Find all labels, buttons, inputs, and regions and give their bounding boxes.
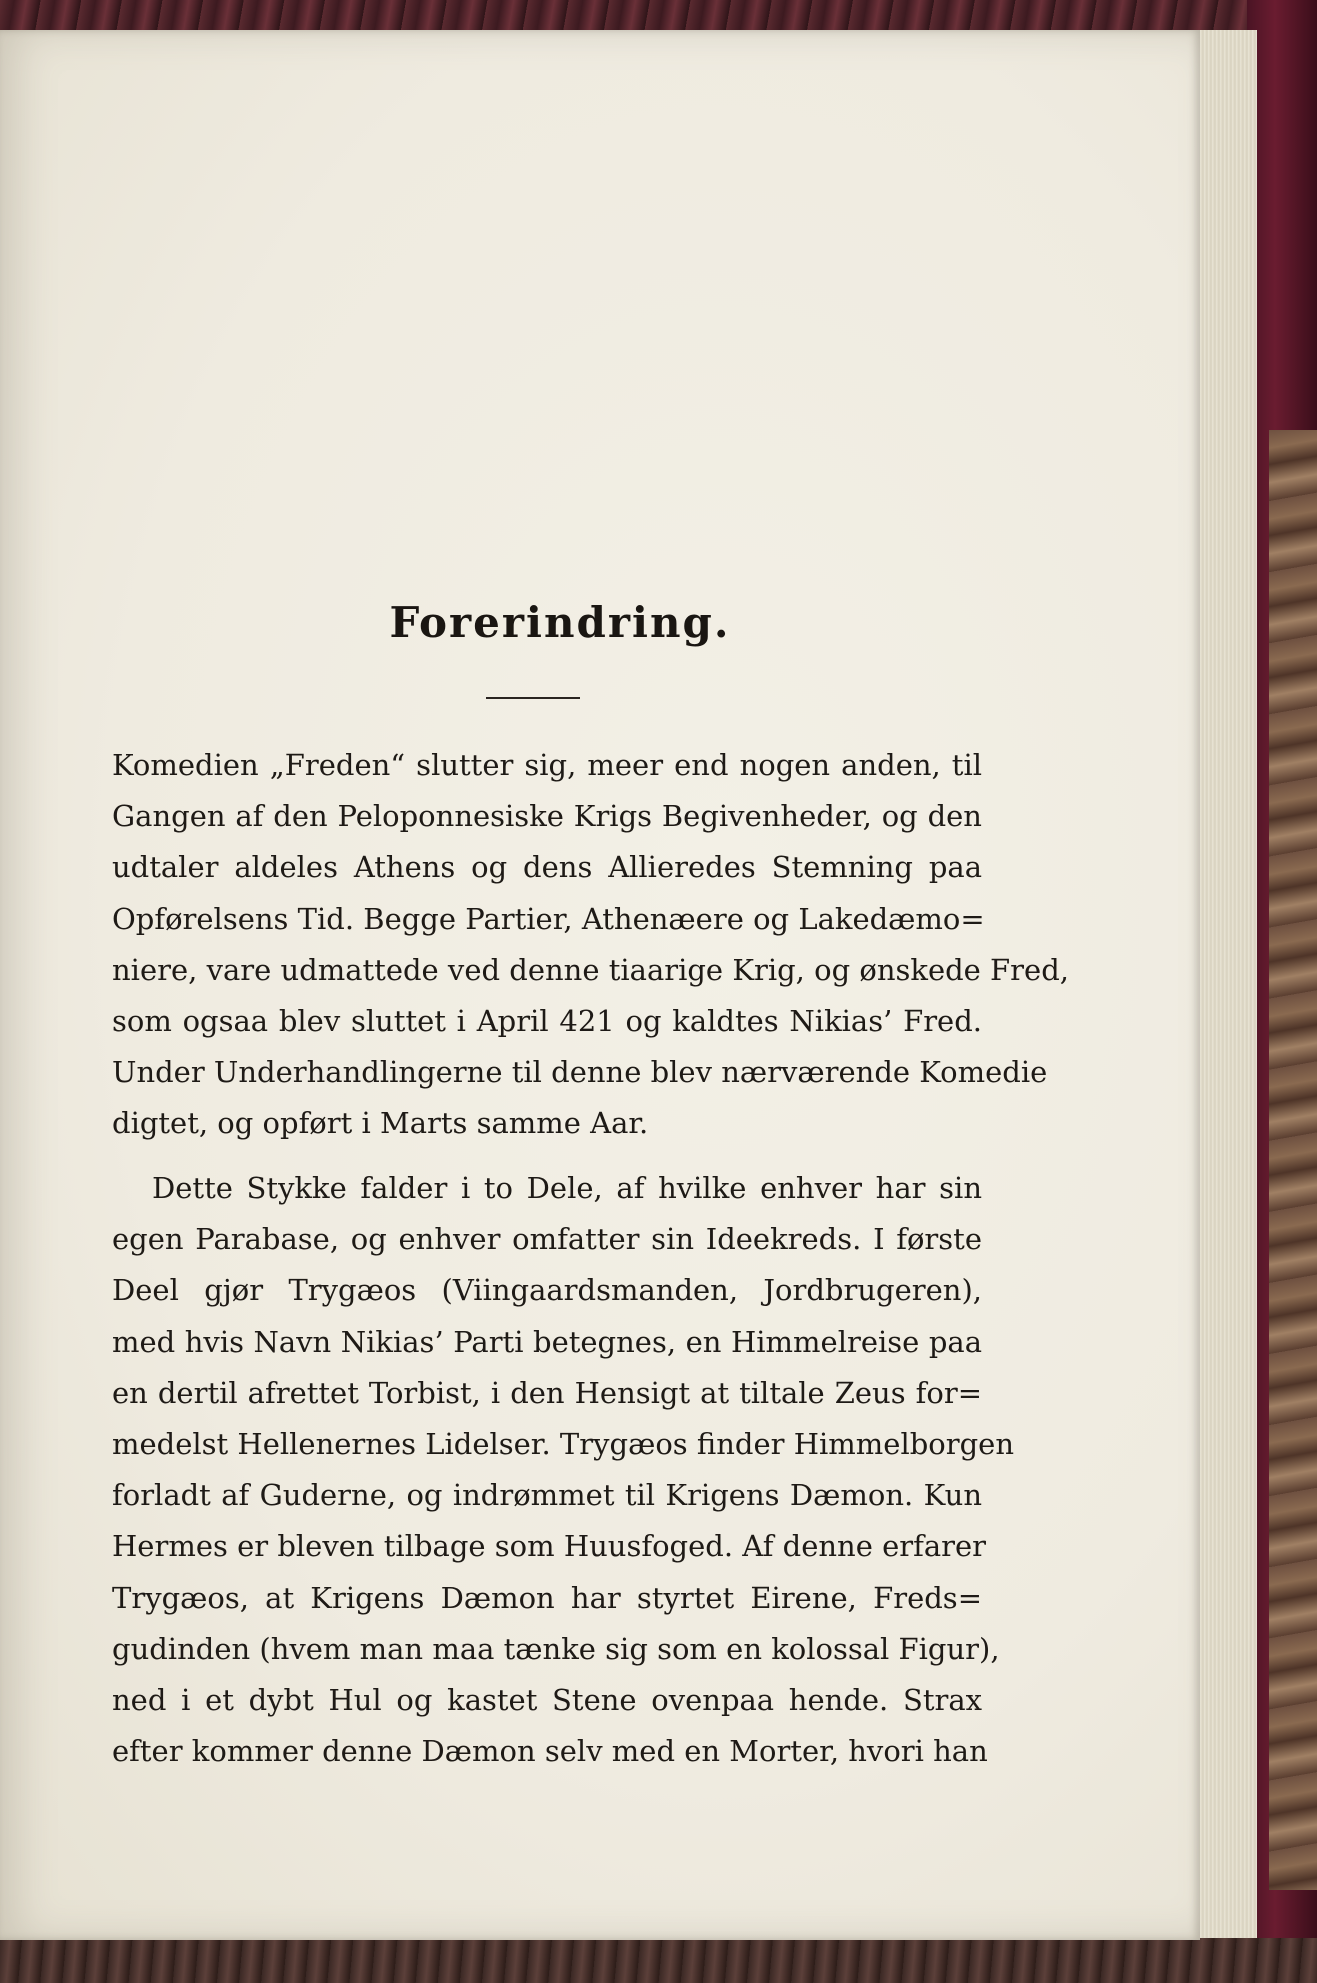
text-line: digtet, og opført i Marts samme Aar. <box>112 1106 649 1141</box>
text-line: Hermes er bleven tilbage som Huusfoged. Af denne erfarer <box>112 1529 987 1564</box>
text-line: Under Underhandlingerne til denne blev nærværende Komedie <box>112 1055 1048 1090</box>
page-heading: Forerindring. <box>389 598 731 647</box>
text-line: en dertil afrettet Torbist, i den Hensigt at tiltale Zeus for= <box>112 1375 982 1410</box>
paragraph-2 <box>112 1163 1015 1777</box>
text-line: Opførelsens Tid. Begge Partier, Athenæere og Lakedæmo= <box>112 901 985 936</box>
text-line: udtaler aldeles Athens og dens Allieredes Stemning paa <box>112 850 982 885</box>
text-line: gudinden (hvem man maa tænke sig som en kolossal Figur), <box>112 1631 1000 1666</box>
paragraph-1 <box>112 740 1069 1150</box>
text-line: med hvis Navn Nikias’ Parti betegnes, en Himmelreise paa <box>112 1324 982 1359</box>
text-line: Dette Stykke falder i to Dele, af hvilke enhver har sin <box>152 1171 982 1205</box>
text-line: ned i et dybt Hul og kastet Stene ovenpaa hende. Strax <box>112 1682 982 1717</box>
marbled-cover <box>1269 430 1317 1890</box>
page-edges <box>1196 30 1257 1940</box>
binding-bottom <box>0 1938 1317 1983</box>
text-line: efter kommer denne Dæmon selv med en Morter, hvori han <box>112 1734 988 1769</box>
text-line: Trygæos, at Krigens Dæmon har styrtet Eirene, Freds= <box>112 1580 982 1615</box>
text-line: medelst Hellenernes Lidelser. Trygæos finder Himmelborgen <box>112 1426 1015 1461</box>
text-line: egen Parabase, og enhver omfatter sin Ideekreds. I første <box>112 1222 982 1257</box>
text-line: forladt af Guderne, og indrømmet til Krigens Dæmon. Kun <box>112 1478 982 1513</box>
heading-rule <box>486 697 580 699</box>
text-line: Gangen af den Peloponnesiske Krigs Begivenheder, og den <box>112 799 982 834</box>
text-line: Komedien „Freden“ slutter sig, meer end nogen anden, til <box>112 748 982 782</box>
text-line: Deel gjør Trygæos (Viingaardsmanden, Jordbrugeren), <box>112 1273 982 1308</box>
text-line: niere, vare udmattede ved denne tiaarige Krig, og ønskede Fred, <box>112 952 1069 987</box>
text-line: som ogsaa blev sluttet i April 421 og kaldtes Nikias’ Fred. <box>112 1003 982 1038</box>
